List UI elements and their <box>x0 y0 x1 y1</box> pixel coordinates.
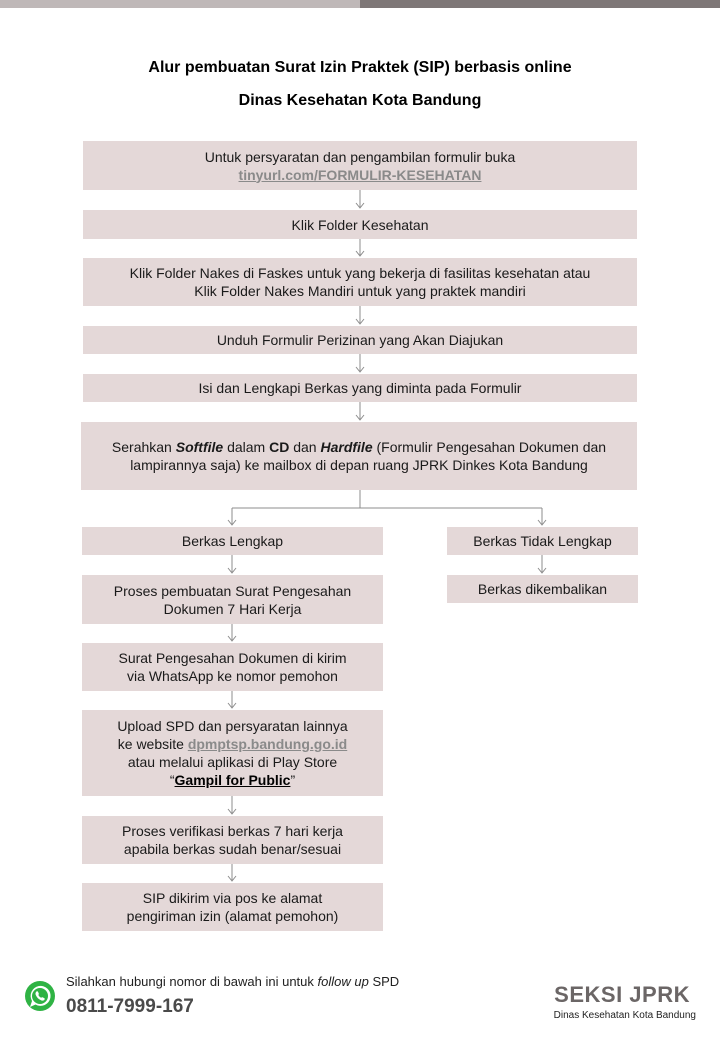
upload-spd-box <box>82 710 383 796</box>
quote-open: “ <box>169 772 175 788</box>
upload-spd-line-1: Upload SPD dan persyaratan lainnya <box>117 718 348 734</box>
proses-pembuatan-box <box>82 575 383 624</box>
whatsapp-icon <box>24 980 56 1012</box>
step-4-text: Unduh Formulir Perizinan yang Akan Diajukan <box>216 332 504 348</box>
step-6-text-b: dalam <box>223 439 270 455</box>
upload-spd-line-3: atau melalui aplikasi di Play Store <box>127 754 338 770</box>
brand-title: SEKSI JPRK <box>554 982 690 1007</box>
sip-dikirim-line-2: pengiriman izin (alamat pemohon) <box>126 908 339 924</box>
proses-pembuatan-line-2: Dokumen 7 Hari Kerja <box>163 600 302 617</box>
step-6-cd: CD <box>269 439 290 455</box>
step-1-box <box>83 141 637 190</box>
berkas-dikembalikan-box <box>447 575 638 603</box>
step-6-hardfile: Hardfile <box>320 439 373 455</box>
step-3-line-1: Klik Folder Nakes di Faskes untuk yang bekerja di fasilitas kesehatan atau <box>129 265 591 281</box>
contact-text <box>66 974 399 989</box>
proses-verifikasi-line-2: apabila berkas sudah benar/sesuai <box>123 841 342 857</box>
title-line-1: Alur pembuatan Surat Izin Praktek (SIP) berbasis online <box>148 59 572 76</box>
surat-pengesahan-line-1: Surat Pengesahan Dokumen di kirim <box>118 650 347 666</box>
step-6-text-d: (Formulir Pengesahan Dokumen dan lampirannya saja) ke mailbox di depan ruang JPRK Dinkes Kota Bandung <box>130 439 607 473</box>
berkas-tidak-lengkap-text: Berkas Tidak Lengkap <box>473 533 612 549</box>
berkas-lengkap-box <box>82 527 383 555</box>
sip-dikirim-line-1: SIP dikirim via pos ke alamat <box>142 890 323 906</box>
step-2-text: Klik Folder Kesehatan <box>291 216 429 233</box>
proses-verifikasi-box <box>82 816 383 864</box>
step-5-box <box>83 374 637 402</box>
upload-spd-line-2a: ke website <box>117 736 188 752</box>
formulir-link[interactable]: tinyurl.com/FORMULIR-KESEHATAN <box>238 166 482 183</box>
step-5-text: Isi dan Lengkapi Berkas yang diminta pada Formulir <box>198 380 522 396</box>
step-1-text: Untuk persyaratan dan pengambilan formulir buka <box>204 148 516 165</box>
contact-text-a: Silahkan hubungi nomor di bawah ini untuk <box>66 974 318 989</box>
contact-text-italic: follow up <box>317 974 369 989</box>
berkas-tidak-lengkap-box <box>447 527 638 555</box>
dpmptsp-link[interactable]: dpmptsp.bandung.go.id <box>187 736 348 752</box>
surat-pengesahan-line-2: via WhatsApp ke nomor pemohon <box>127 668 338 684</box>
step-6-softfile: Softfile <box>175 439 224 455</box>
berkas-lengkap-text: Berkas Lengkap <box>181 533 284 549</box>
proses-verifikasi-line-1: Proses verifikasi berkas 7 hari kerja <box>122 823 343 839</box>
quote-close: ” <box>290 772 296 788</box>
step-2-box <box>83 210 637 239</box>
step-4-box <box>83 326 637 354</box>
gampil-app-link[interactable]: Gampil for Public <box>174 772 291 788</box>
step-3-box <box>83 258 637 306</box>
step-6-text-c: dan <box>289 439 321 455</box>
proses-pembuatan-line-1: Proses pembuatan Surat Pengesahan <box>113 582 352 599</box>
step-6-text-a: Serahkan <box>111 439 176 455</box>
step-3-line-2: Klik Folder Nakes Mandiri untuk yang praktek mandiri <box>194 283 526 299</box>
berkas-dikembalikan-text: Berkas dikembalikan <box>477 581 608 597</box>
phone-number[interactable]: 0811-7999-167 <box>66 996 194 1017</box>
surat-pengesahan-box <box>82 643 383 691</box>
step-6-box <box>81 422 637 490</box>
title-line-2: Dinas Kesehatan Kota Bandung <box>238 92 482 109</box>
brand-subtitle: Dinas Kesehatan Kota Bandung <box>553 1010 696 1021</box>
sip-dikirim-box <box>82 883 383 931</box>
contact-text-b: SPD <box>368 974 400 989</box>
